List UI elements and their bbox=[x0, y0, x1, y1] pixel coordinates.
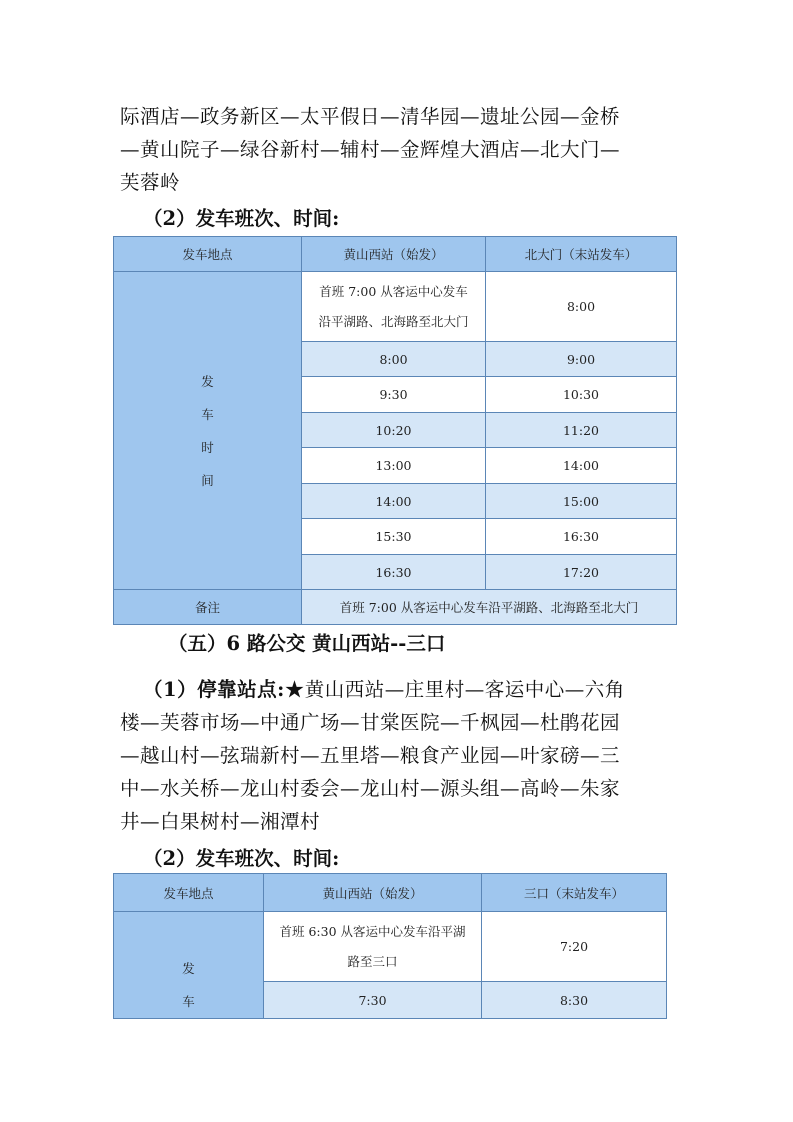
first-departure-cell bbox=[264, 912, 482, 982]
time-cell: 14:00 bbox=[486, 448, 677, 484]
time-cell: 8:00 bbox=[302, 342, 486, 377]
route6-schedule-heading: （2）发车班次、时间: bbox=[143, 847, 340, 870]
time-cell: 16:30 bbox=[302, 555, 486, 590]
table-header-row bbox=[114, 237, 677, 272]
route6-stops-line-2: 楼—芙蓉市场—中通广场—甘棠医院—千枫园—杜鹃花园 bbox=[120, 711, 621, 734]
side-char: 时 bbox=[201, 439, 214, 455]
route6-stops-line-1 bbox=[143, 673, 680, 706]
route6-stops-text: ★黄山西站—庄里村—客运中心—六角 bbox=[284, 678, 625, 701]
time-cell: 16:30 bbox=[486, 519, 677, 555]
first-departure-line: 路至三口 bbox=[347, 953, 398, 969]
header-terminal: 三口（末站发车） bbox=[482, 874, 667, 912]
route5-stops-line-3: 芙蓉岭 bbox=[120, 171, 181, 194]
route6-title: （五）6 路公交 黄山西站--三口 bbox=[168, 632, 446, 655]
route5-schedule-heading: （2）发车班次、时间: bbox=[143, 207, 340, 230]
time-cell: 8:30 bbox=[482, 982, 667, 1019]
first-departure-line: 首班 7:00 从客运中心发车 bbox=[319, 283, 468, 299]
time-cell: 15:00 bbox=[486, 484, 677, 519]
route6-stops-label: （1）停靠站点: bbox=[143, 678, 285, 701]
route5-schedule-table bbox=[113, 236, 677, 625]
first-departure-line: 沿平湖路、北海路至北大门 bbox=[318, 313, 469, 329]
first-departure-line: 首班 6:30 从客运中心发车沿平湖 bbox=[279, 923, 466, 939]
time-cell: 17:20 bbox=[486, 555, 677, 590]
route6-stops-line-3: —越山村—弦瑞新村—五里塔—粮食产业园—叶家磅—三 bbox=[120, 744, 621, 767]
route5-stops-line-2: —黄山院子—绿谷新村—辅村—金辉煌大酒店—北大门— bbox=[120, 138, 621, 161]
side-label-departure-time bbox=[114, 272, 302, 590]
time-cell: 7:20 bbox=[482, 912, 667, 982]
header-terminal: 北大门（末站发车） bbox=[486, 237, 677, 272]
time-cell: 8:00 bbox=[486, 272, 677, 342]
time-cell: 7:30 bbox=[264, 982, 482, 1019]
table-row bbox=[114, 590, 677, 625]
time-cell: 14:00 bbox=[302, 484, 486, 519]
time-cell: 10:20 bbox=[302, 413, 486, 448]
route6-stops-line-5: 井—白果树村—湘潭村 bbox=[120, 810, 321, 833]
header-location: 发车地点 bbox=[114, 237, 302, 272]
header-origin: 黄山西站（始发） bbox=[264, 874, 482, 912]
side-char: 发 bbox=[201, 373, 214, 389]
table-header-row bbox=[114, 874, 667, 912]
side-char: 发 bbox=[182, 961, 195, 976]
header-origin: 黄山西站（始发） bbox=[302, 237, 486, 272]
side-char: 间 bbox=[201, 472, 214, 488]
time-cell: 15:30 bbox=[302, 519, 486, 555]
route6-stops-line-4: 中—水关桥—龙山村委会—龙山村—源头组—高岭—朱家 bbox=[120, 777, 621, 800]
side-label-departure bbox=[114, 912, 264, 1019]
remark-text: 首班 7:00 从客运中心发车沿平湖路、北海路至北大门 bbox=[302, 590, 677, 625]
table-row bbox=[114, 912, 667, 982]
time-cell: 9:30 bbox=[302, 377, 486, 413]
time-cell: 11:20 bbox=[486, 413, 677, 448]
time-cell: 9:00 bbox=[486, 342, 677, 377]
side-char: 车 bbox=[201, 406, 214, 422]
side-char: 车 bbox=[182, 994, 195, 1009]
header-location: 发车地点 bbox=[114, 874, 264, 912]
time-cell: 10:30 bbox=[486, 377, 677, 413]
time-cell: 13:00 bbox=[302, 448, 486, 484]
remark-label: 备注 bbox=[114, 590, 302, 625]
table-row bbox=[114, 272, 677, 342]
route5-stops-line-1: 际酒店—政务新区—太平假日—清华园—遗址公园—金桥 bbox=[120, 105, 621, 128]
first-departure-cell bbox=[302, 272, 486, 342]
route6-schedule-table bbox=[113, 873, 667, 1019]
